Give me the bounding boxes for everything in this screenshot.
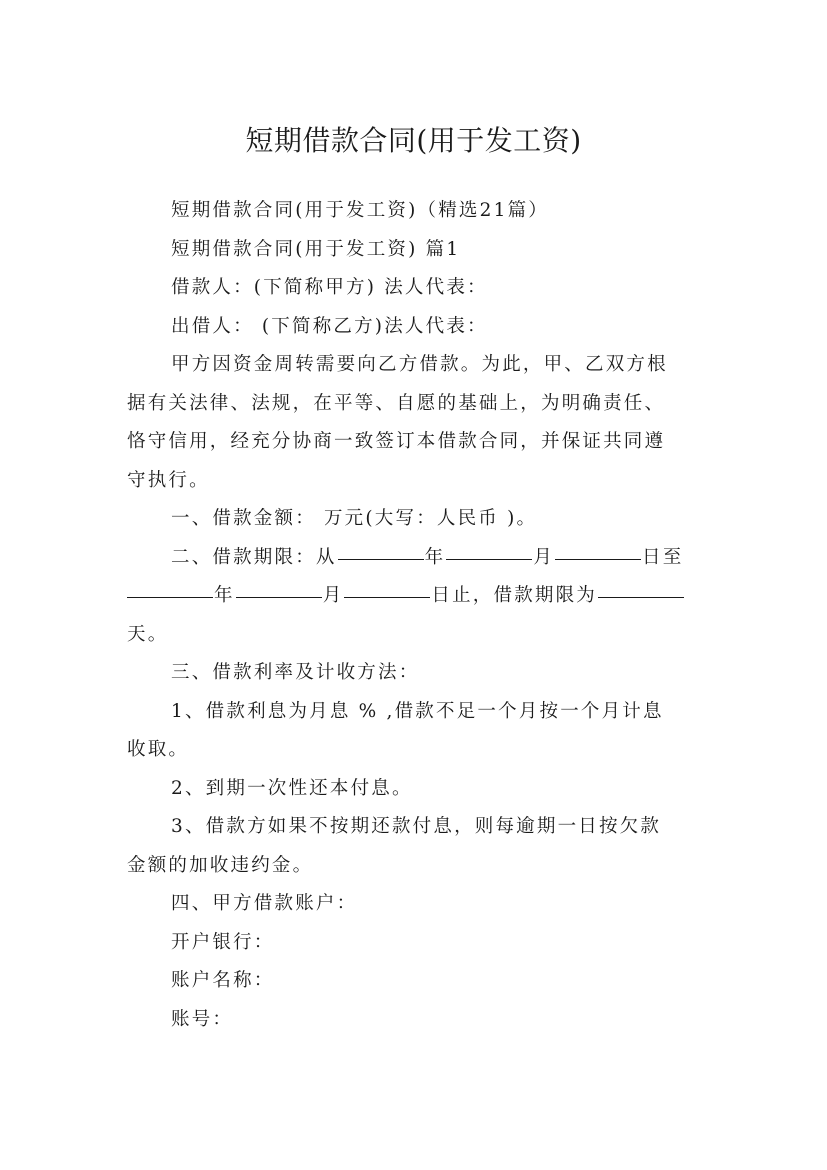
paragraph-line: 借款人：(下简称甲方) 法人代表：: [171, 277, 488, 298]
day-end-label: 日止，借款期限为: [431, 585, 598, 606]
loan-term-line: [127, 539, 707, 578]
blank-field: [344, 596, 430, 598]
paragraph-line: 甲方因资金周转需要向乙方借款。为此，甲、乙双方根: [171, 354, 668, 375]
paragraph-line: 3、借款方如果不按期还款付息，则每逾期一日按欠款: [171, 816, 662, 837]
blank-field: [598, 596, 684, 598]
paragraph-line: 1、借款利息为月息 % ,借款不足一个月按一个月计息: [171, 700, 664, 722]
year-label: 年: [424, 546, 446, 568]
document-title: 短期借款合同(用于发工资): [245, 123, 582, 157]
blank-field: [338, 558, 424, 560]
blank-field: [446, 558, 532, 560]
month-label: 月: [533, 546, 555, 568]
blank-field: [236, 596, 322, 598]
paragraph-line: 2、到期一次性还本付息。: [171, 777, 413, 799]
blank-field: [555, 558, 641, 560]
paragraph-line: 据有关法律、法规，在平等、自愿的基础上，为明确责任、: [127, 392, 666, 414]
document-body: [127, 192, 707, 1039]
paragraph-line: 三、借款利率及计收方法：: [171, 662, 420, 683]
blank-field: [127, 596, 213, 598]
paragraph-line: 出借人： (下简称乙方)法人代表：: [171, 315, 488, 337]
paragraph-line: 短期借款合同(用于发工资)（精选21篇）: [171, 200, 549, 221]
paragraph-line: 天。: [127, 623, 169, 645]
paragraph-line: 四、甲方借款账户：: [171, 893, 358, 914]
year-label: 年: [214, 585, 235, 606]
paragraph-line: 恪守信用，经充分协商一致签订本借款合同，并保证共同遵: [127, 431, 666, 452]
paragraph-line: 账户名称：: [171, 970, 275, 991]
paragraph-line: 一、借款金额： 万元(大写：人民币 )。: [171, 508, 538, 529]
paragraph-line: 收取。: [127, 739, 190, 760]
month-label: 月: [322, 585, 344, 606]
day-to-label: 日至: [642, 546, 684, 568]
paragraph-line: 金额的加收违约金。: [127, 854, 314, 876]
loan-term-line-continued: [127, 577, 707, 616]
loan-term-from-label: 二、借款期限：从: [171, 546, 337, 568]
paragraph-line: 账号：: [171, 1008, 234, 1030]
paragraph-line: 开户银行：: [171, 931, 275, 953]
paragraph-line: 守执行。: [127, 469, 210, 491]
paragraph-line: 短期借款合同(用于发工资) 篇1: [171, 238, 461, 260]
